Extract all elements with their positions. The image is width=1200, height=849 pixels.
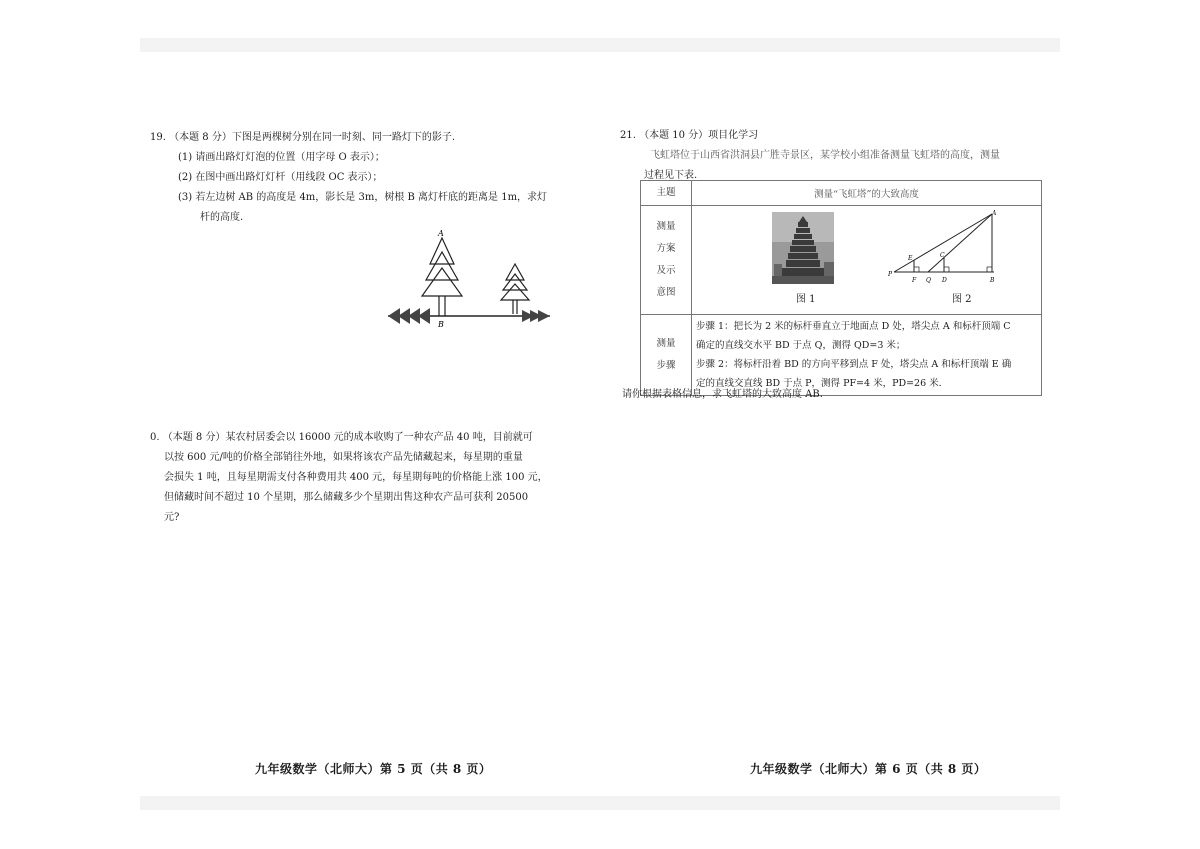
label-a: A: [438, 229, 444, 238]
fig2-label-d: D: [942, 277, 947, 284]
fig2-label-p: P: [888, 271, 893, 278]
fig2-label-b: B: [990, 277, 995, 284]
question-19: [150, 128, 590, 228]
step-1-line-1: 步骤 1：把长为 2 米的标杆垂直立于地面点 D 处，塔尖点 A 和标杆顶端 C: [696, 321, 1011, 332]
scan-band-bottom: [140, 796, 1060, 810]
q19-part-3: (3) 若左边树 AB 的高度是 4m，影长是 3m，树根 B 离灯杆底的距离是 1m，求灯: [178, 192, 548, 203]
q19-header: 19. （本题 8 分）下图是两棵树分别在同一时刻、同一路灯下的影子.: [150, 132, 455, 143]
q21-intro-2: 过程见下表.: [644, 170, 698, 181]
steps-content: [692, 315, 1042, 396]
q21-title: 21. （本题 10 分）项目化学习: [620, 130, 759, 141]
q20-line-5: 元?: [164, 512, 180, 523]
fig1-caption: 图 1: [796, 294, 816, 305]
q20-line-4: 但储藏时间不超过 10 个星期，那么储藏多少个星期出售这种农产品可获利 20500: [164, 492, 529, 503]
q19-tree-figure: [380, 228, 560, 333]
fig2-label-q: Q: [926, 277, 931, 284]
scan-band-top: [140, 38, 1060, 52]
topic-label: 主题: [641, 181, 692, 206]
q20-line-1: 0. （本题 8 分）某农村居委会以 16000 元的成本收购了一种农产品 40 吨，目前就可: [150, 432, 533, 443]
question-20: [150, 428, 590, 528]
q21-question: 请你根据表格信息，求飞虹塔的大致高度 AB.: [622, 389, 823, 400]
steps-label: 测量 步骤: [641, 315, 692, 396]
fig2-caption: 图 2: [952, 294, 972, 305]
step-2-line-2: 定的直线交直线 BD 于点 P，测得 PF=4 米，PD=26 米.: [696, 378, 942, 389]
fig2-label-f: F: [912, 277, 917, 284]
table-row-topic: [641, 181, 1042, 206]
q20-line-3: 会损失 1 吨，且每星期需支付各种费用共 400 元，每星期每吨的价格能上涨 100 元，: [164, 472, 548, 483]
q19-part-3-cont: 杆的高度.: [200, 212, 244, 223]
fig2-label-e: E: [908, 255, 913, 262]
question-21-header: [620, 126, 1050, 186]
step-2-line-1: 步骤 2：将标杆沿着 BD 的方向平移到点 F 处，塔尖点 A 和标杆顶端 E 确: [696, 359, 1012, 370]
table-row-steps: [641, 315, 1042, 396]
right-tree: [501, 264, 529, 314]
step-1-line-2: 确定的直线交水平 BD 于点 Q，测得 QD=3 米；: [696, 340, 906, 351]
left-tree: [422, 238, 462, 316]
right-page-footer: 九年级数学（北师大）第 6 页（共 8 页）: [750, 762, 987, 776]
q21-intro-1: 飞虹塔位于山西省洪洞县广胜寺景区，某学校小组准备测量飞虹塔的高度，测量: [650, 150, 1000, 161]
q19-part-2: (2) 在图中画出路灯灯杆（用线段 OC 表示）；: [178, 172, 383, 183]
scheme-figures: [692, 206, 1042, 315]
fig2-label-a: A: [992, 210, 997, 217]
pagoda-photo: [772, 212, 834, 284]
q20-line-2: 以按 600 元/吨的价格全部销往外地，如果将该农产品先储藏起来，每星期的重量: [164, 452, 523, 463]
fig2-label-c: C: [940, 252, 945, 259]
left-page-footer: 九年级数学（北师大）第 5 页（共 8 页）: [255, 762, 492, 776]
scheme-label: 测量 方案 及示 意图: [641, 206, 692, 315]
left-tree-shadow: [388, 308, 430, 324]
q21-measurement-table: [640, 180, 1042, 396]
geometry-diagram: [888, 210, 1000, 292]
q19-part-1: (1) 请画出路灯灯泡的位置（用字母 O 表示）；: [178, 152, 385, 163]
topic-value: 测量“飞虹塔”的大致高度: [692, 181, 1042, 206]
table-row-scheme: [641, 206, 1042, 315]
label-b: B: [438, 320, 444, 329]
right-tree-shadow: [522, 310, 550, 322]
